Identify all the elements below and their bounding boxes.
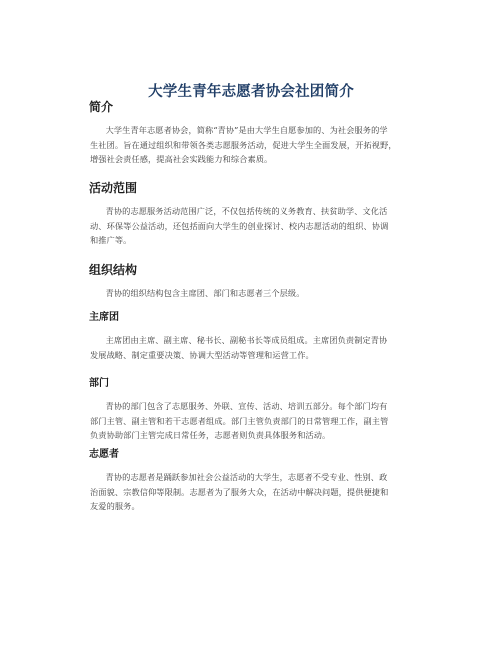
body-line: 部门主管、副主管和若干志愿者组成。部门主管负责部门的日常管理工作，副主管 <box>90 415 389 426</box>
body-line: 青协的部门包含了志愿服务、外联、宣传、活动、培训五部分。每个部门均有 <box>105 401 388 411</box>
body-line: 治面貌、宗教信仰等限制。志愿者为了服务大众，在活动中解决问题，提供便捷和 <box>90 486 389 497</box>
section-heading-activity-scope: 活动范围 <box>89 181 138 195</box>
body-line: 和推广等。 <box>90 235 132 246</box>
section-volunteers <box>90 449 430 514</box>
section-intro <box>90 100 430 167</box>
body-line: 动、环保等公益活动，还包括面向大学生的创业探讨、校内志愿活动的组织、协调 <box>90 220 389 231</box>
section-heading-departments: 部门 <box>89 378 109 389</box>
body-line: 发展战略、制定重要决策、协调大型活动等管理和运营工作。 <box>90 349 314 360</box>
section-departments <box>90 378 430 443</box>
body-line: 生社团。旨在通过组织和带领各类志愿服务活动，促进大学生全面发展，开拓视野， <box>90 139 397 150</box>
body-line: 增强社会责任感，提高社会实践能力和综合素质。 <box>90 154 273 165</box>
document-title: 大学生青年志愿者协会社团简介 <box>148 84 354 100</box>
section-heading-presidium: 主席团 <box>89 312 119 323</box>
section-heading-volunteers: 志愿者 <box>89 449 119 460</box>
body-line: 青协的志愿者是踊跃参加社会公益活动的大学生，志愿者不受专业、性别、政 <box>105 472 388 482</box>
section-heading-org-structure: 组织结构 <box>89 263 138 277</box>
body-line: 大学生青年志愿者协会，简称“青协”是由大学生自愿参加的、为社会服务的学 <box>105 125 388 135</box>
section-org-structure <box>90 263 430 301</box>
body-line: 青协的志愿服务活动范围广泛，不仅包括传统的义务教育、扶贫助学、文化活 <box>105 206 388 216</box>
body-line: 友爱的服务。 <box>90 501 140 512</box>
section-body-presidium <box>90 333 430 362</box>
body-line: 青协的组织结构包含主席团、部门和志愿者三个层级。 <box>105 288 305 298</box>
body-line: 负责协助部门主管完成日常任务，志愿者则负责具体服务和活动。 <box>90 430 331 441</box>
section-body-volunteers <box>90 470 430 514</box>
section-activity-scope <box>90 181 430 248</box>
body-line: 主席团由主席、副主席、秘书长、副秘书长等成员组成。主席团负责制定青协 <box>105 335 388 345</box>
section-body-departments <box>90 399 430 443</box>
section-body-intro <box>90 123 430 167</box>
section-heading-intro: 简介 <box>89 100 114 114</box>
section-presidium <box>90 312 430 362</box>
section-body-activity-scope <box>90 204 430 248</box>
section-body-org-structure <box>90 286 430 301</box>
